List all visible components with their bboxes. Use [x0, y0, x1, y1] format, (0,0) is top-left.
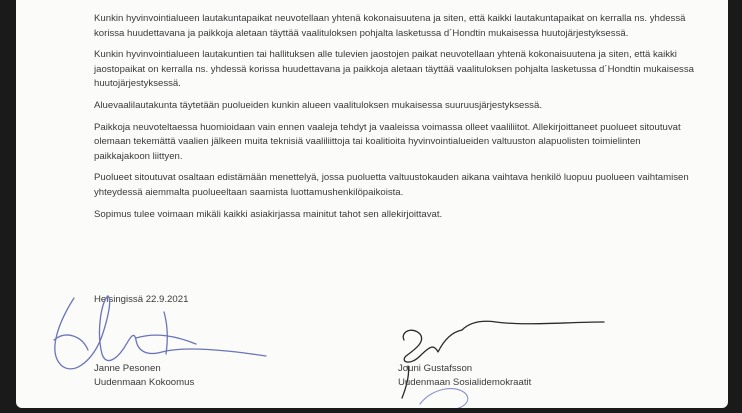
paragraph: Puolueet sitoutuvat osaltaan edistämään menettelyä, jossa puoluetta valtuustokauden aikana vaihtava henkilö luopuu puolueen vaihtamisen yhteydessä aiemmalta puolueeltaan saamista luottamushenkilöpaikoista. — [94, 172, 689, 198]
paragraph: Kunkin hyvinvointialueen lautakuntien tai hallituksen alle tulevien jaostojen paikat neuvotellaan yhtenä kokonaisuutena ja siten, että kaikki jaostopaikat on kerralla ns. yhdessä korissa huudettavana ja paikkoja aletaan täyttää vaalituloksen pohjalta lasketussa d´Hondtin mukaisessa huutojärjestyksessä. — [94, 49, 694, 90]
signer-name: Janne Pesonen — [94, 363, 161, 374]
signer-block-left — [94, 362, 194, 390]
paragraph: Paikkoja neuvoteltaessa huomioidaan vain ennen vaaleja tehdyt ja vaaleissa voimassa olleet vaaliliitot. Allekirjoittaneet puolueet sitoutuvat olemaan tekemättä vaalien jälkeen muita teknisiä vaaliliittoja tai koalitioita hyvinvointialueiden valtuuston alapuolisten toimielinten paikkajakoon liittyen. — [94, 121, 681, 162]
signer-organization: Uudenmaan Sosialidemokraatit — [398, 377, 532, 388]
paragraph: Sopimus tulee voimaan mikäli kaikki asiakirjassa mainitut tahot sen allekirjoittavat. — [94, 208, 443, 220]
document-body — [94, 12, 694, 229]
signature-left — [54, 296, 266, 369]
signature-right-flourish — [420, 389, 468, 408]
paragraph: Kunkin hyvinvointialueen lautakuntapaikat neuvotellaan yhtenä kokonaisuutena ja siten, että kaikki lautakuntapaikat on kerralla ns. yhdessä korissa huudettavana ja paikkoja aletaan täyttää vaalituloksen pohjalta lasketussa d´Hondtin mukaisessa huutojärjestyksessä. — [94, 13, 686, 39]
signer-organization: Uudenmaan Kokoomus — [94, 377, 195, 388]
paragraph: Aluevaalilautakunta täytetään puolueiden kunkin alueen vaalituloksen mukaisessa suuruusjärjestyksessä. — [94, 99, 542, 111]
document-page — [16, 0, 728, 408]
place-date: Helsingissä 22.9.2021 — [94, 294, 189, 305]
signer-block-right — [398, 362, 531, 390]
signer-name: Jouni Gustafsson — [398, 363, 473, 374]
